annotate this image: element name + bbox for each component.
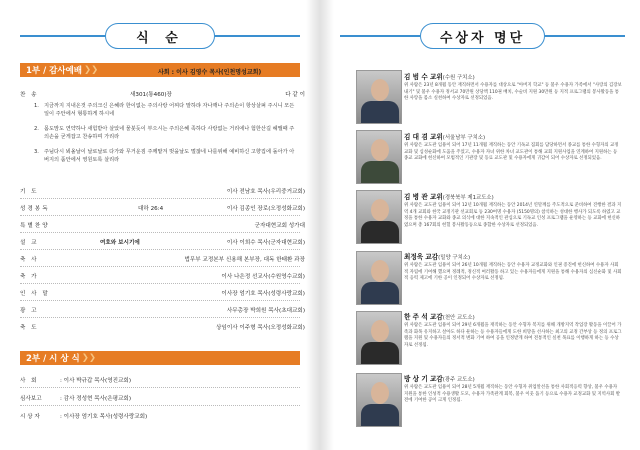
divider — [20, 198, 300, 199]
section-title-part1: 1부 / 감사예배 — [26, 66, 82, 76]
awardee-name: 김 병 관 교위(경북북부 제1교도소) — [404, 193, 494, 201]
awardee-photo — [356, 373, 402, 427]
divider — [20, 266, 300, 267]
order-row: 축 도 상임이사 이주형 목사(오정성화교회) — [20, 325, 305, 331]
page-fold — [306, 0, 334, 450]
divider — [20, 405, 300, 406]
hymn-verse: 3. 주님다시 뵈올날이 날로날로 다가와 무거운짐 주께맡겨 벗을날도 멀잖네 나를위해 예비하신 고향집에 돌아가 아버지의 품안에서 영원토록 살리라 — [34, 149, 295, 164]
divider — [20, 232, 300, 233]
title-rule-left — [20, 35, 105, 37]
order-row: 특별찬양 군자대현교회 성가대 — [20, 223, 305, 229]
order-row: 성경봉독 대하 26:4 이사 김종인 장로(오정성화교회) — [20, 206, 305, 212]
divider — [20, 300, 300, 301]
awardee-name: 최정욱 교감(밀양 구치소) — [404, 253, 471, 261]
order-row: 설 교 여호와 보시기에 이사 이희수 목사(군자대현교회) — [20, 240, 305, 246]
ceremony-row: 심사보고 : 감사 정성현 목사(은평교회) — [20, 396, 132, 402]
awardee-name: 김 대 겸 교위(서울남부 구치소) — [404, 133, 486, 141]
hymn-label: 찬 송 — [20, 92, 39, 98]
divider — [20, 249, 300, 250]
order-row: 축 가 이사 나은정 선교사(수원영수교회) — [20, 274, 305, 280]
awardee-name: 한 주 석 교감(천안 교도소) — [404, 313, 475, 321]
title-rule-left — [340, 35, 420, 37]
awardee-photo — [356, 190, 402, 244]
order-row: 인 사 말 이사장 엄기호 목사(성령사랑교회) — [20, 291, 305, 297]
awardee-photo — [356, 70, 402, 124]
page-title-awardees: 수상자 명단 — [420, 23, 545, 49]
order-row: 기 도 이사 전남호 목사(우리중거교회) — [20, 189, 305, 195]
awardee-citation: 위 사람은 교도관 임용이 되어 29년 6개월을 재직하는 동안 수형자 복지를 위해 개방지역 작업장 활동을 이끌어 가족과 화목 유지하고 살아도 하다 둔하는 등 수용자들에게 도한 희망을 선사하는 최고의 교정 간부상 등 정의 프로그램을 지원 및 수용자들의 정서적 변화 기여 하여 공을 인정받게 하여 전통적인 실천 목표를 이행하게 하는 등 수상자로 선정됨. — [404, 323, 622, 349]
hymn-verse: 1. 지금까지 지내온것 주의크신 은혜라 한이없는 주의사랑 어찌다 말하랴 자나깨나 주의손이 항상살펴 주시니 모든일이 주안에서 형통하게 하시네 — [34, 103, 295, 118]
part1-presider: 사회 : 이사 김영수 목사(인천명성교회) — [158, 69, 262, 76]
order-row: 축 사 법무부 교정본부 신용해 본부장, 대독 한태환 과장 — [20, 257, 305, 263]
awardee-citation: 위 사람은 교도관 임용이 되어 17년 11개월 재직하는 동안 기독교 집회를 담당하면서 종교를 통한 수형자의 교정교화 및 심성순화에 도움을 주었고, 수용자 자녀 위한 차녀 교도관이 통해 교회 지원사업을 연계하여 지원하는 등 종교 교화에 헌신하여 모범적인 기관장 및 동료 교도관 및 수용자에게 귀감이 되어 수상자로 선정되었음. — [404, 143, 619, 162]
awardee-name: 김 범 수 교위(수원 구치소) — [404, 73, 475, 81]
divider — [20, 317, 300, 318]
section-bar-part2 — [20, 351, 300, 365]
awardee-citation: 위 사람은 교도관 임용이 되어 28년 5개월 재직하는 동안 수형자 취업알선을 통한 사회적응력 향상, 불우 수용자 지원을 통한 인성적 수용생활 도모, 수용자 가족관계 회복, 불우 이웃 돕기 등으로 수용자 교정교화 및 지역사회 발전에 기여한 공이 크게 인정됨. — [404, 385, 620, 404]
awardee-name: 방 상 기 교감(광주 교도소) — [404, 375, 475, 383]
title-rule-right — [545, 35, 625, 37]
awardee-photo — [356, 251, 402, 305]
awardee-citation: 위 사람은 23년 8개월 동안 재직하면서 수용자를 대상으로 "아버지 학교" 등 불우 수용자 가족에서 "사랑의 김장보내기" 및 불우 수용자 정서교 70만원 상당액 110권 배치, 수술비 지원 30만원 등 지적 프로그램의 봉사활동을 통한 사랑을 몸소 실천하여 수상자로 선정되었음. — [404, 83, 622, 102]
awardee-citation: 위 사람은 교도관 임용이 되어 26년 10개월 재직하는 동안 수용자 교정교화와 인권 증진에 헌신하여 수용자 사회적 자립에 기여해 했으며 정례적, 정신적 여러활동 하고 있는 수용자들에게 지원을 통해 수용자의 심신순화 및 사회적 응력 제고에 기한 공이 인정되어 수상자로 선정됨. — [404, 263, 622, 282]
title-rule-right — [215, 35, 300, 37]
chevron-icon: ❯❯ — [84, 65, 99, 75]
hymn-row — [20, 89, 305, 99]
page-title-order: 식 순 — [105, 23, 215, 49]
divider — [20, 283, 300, 284]
chevron-icon: ❯❯ — [81, 353, 96, 363]
awardee-citation: 위 사람은 교도관 임용이 되어 12년 10개월 재직하는 동안 2014년 연말께를 주도적으로 준비하여 진행한 결과 지역 4개 교회와 한국 교정기관 선교회로 등 230여명 수용자 (5150명의) 참석하는 성대한 행사가 되도록 하였고 교정을 통한 수용자 교화와 종교 의식에 대한 지속적인 관심으로 기독교 인성 프로그램을 운영하는 등 교화에 헌신하였으며 총 167회의 헌혈 봉사활동등으로 종합한 수상자로 선정되었음. — [404, 203, 622, 229]
hymn-verse: 2. 몸도맘도 연약하나 새힘받아 살았네 물붓듯이 부으시는 주의은혜 족하다 사랑없는 거리에나 험한산길 헤맬때 주의손을 굳게잡고 찬송하며 가리라 — [34, 126, 295, 141]
divider — [20, 387, 300, 388]
ceremony-row: 시 상 자 : 이사장 엄기호 목사(성령사랑교회) — [20, 414, 148, 420]
hymn-number: 새301(통460)장 — [130, 92, 172, 98]
awardee-photo — [356, 311, 402, 365]
hymn-performer: 다 같 이 — [285, 92, 305, 98]
section-title-part2: 2부 / 시 상 식 — [26, 354, 80, 364]
ceremony-row: 사 회 : 이사 박규갑 목사(영진교회) — [20, 378, 132, 384]
order-row: 광 고 사무총장 박희원 목사(초대교회) — [20, 308, 305, 314]
awardee-photo — [356, 130, 402, 184]
divider — [20, 215, 300, 216]
